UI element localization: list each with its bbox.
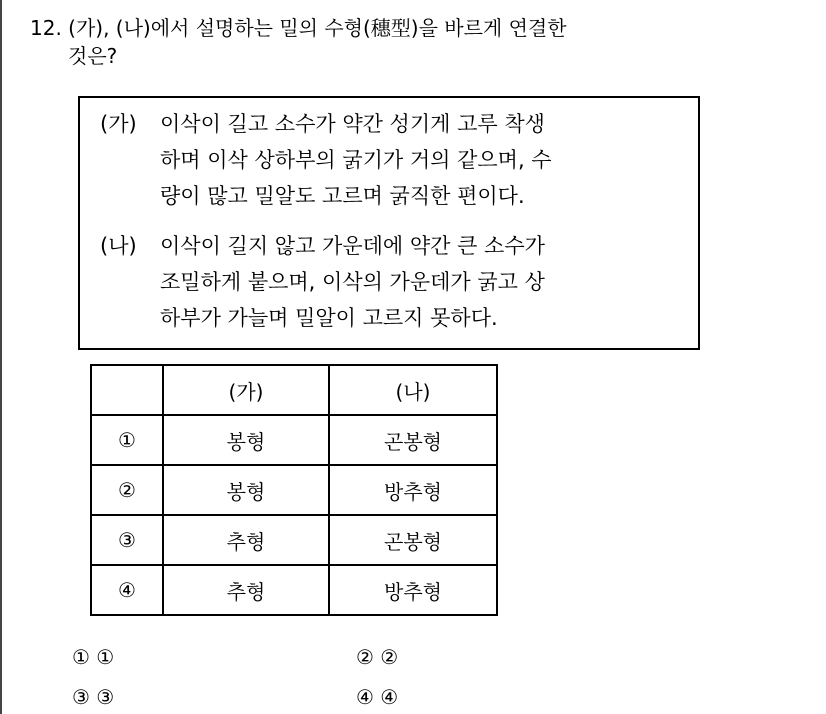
table-cell-option: ② [91,465,163,515]
table-cell-option: ④ [91,565,163,615]
passage-na-line-3: 하부가 가늘며 밀알이 고르지 못하다. [160,306,498,330]
table-cell-option: ③ [91,515,163,565]
question-text-line-1: 12. (가), (나)에서 설명하는 밀의 수형(穗型)을 바르게 연결한 [30,16,567,40]
table-header-cell: (가) [163,365,329,415]
table-cell-na: 방추형 [329,565,497,615]
table-row [91,565,497,615]
passage-ga-line-3: 량이 많고 밀알도 고르며 굵직한 편이다. [160,184,525,208]
passage-na-line-2: 조밀하게 붙으며, 이삭의 가운데가 굵고 상 [160,270,545,294]
question-stem [30,14,790,70]
passage-label-ga: (가) [100,112,137,136]
passage-ga-line-2: 하며 이삭 상하부의 굵기가 거의 같으며, 수 [160,148,552,172]
table-row [91,515,497,565]
table-cell-ga: 추형 [163,515,329,565]
question-text-line-2: 것은? [68,44,118,68]
table-cell-option: ① [91,415,163,465]
passage-ga-line-1: 이삭이 길고 소수가 약간 성기게 고루 착생 [160,112,545,136]
choice-3[interactable]: ③ ③ [72,685,115,709]
table-header-cell [91,365,163,415]
table-header-row [91,365,497,415]
passage-label-na: (나) [100,234,137,258]
table-cell-ga: 추형 [163,565,329,615]
table-cell-na: 방추형 [329,465,497,515]
table-row [91,465,497,515]
choice-4[interactable]: ④ ④ [356,685,399,709]
table-cell-ga: 봉형 [163,415,329,465]
answer-table [90,364,498,616]
table-row [91,415,497,465]
table-cell-ga: 봉형 [163,465,329,515]
passage-na-line-1: 이삭이 길지 않고 가운데에 약간 큰 소수가 [160,234,545,258]
page-left-border [0,0,2,714]
table-cell-na: 곤봉형 [329,415,497,465]
choice-2[interactable]: ② ② [356,645,399,669]
choice-1[interactable]: ① ① [72,645,115,669]
table-cell-na: 곤봉형 [329,515,497,565]
table-header-cell: (나) [329,365,497,415]
passage-box [78,96,700,350]
